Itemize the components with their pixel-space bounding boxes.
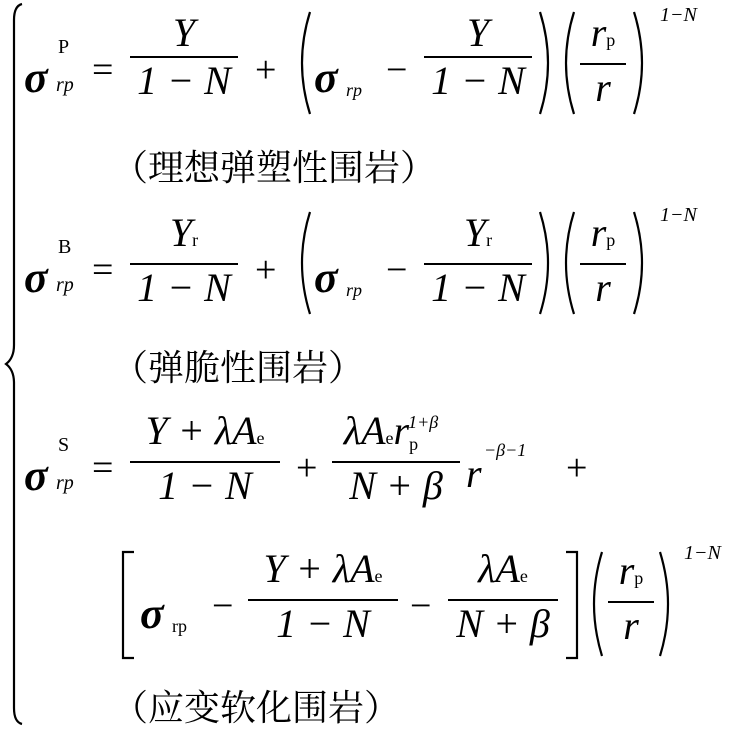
superscript: S (58, 434, 70, 456)
numerator-sub: r (486, 230, 493, 250)
sigma-symbol: σ (24, 53, 48, 102)
minus-sign: − (386, 249, 408, 291)
right-paren (630, 8, 652, 118)
subscript: rp (56, 74, 74, 96)
sigma-rp: σ (314, 53, 338, 102)
ratio-fraction (608, 548, 654, 649)
p-subscript: p (606, 230, 616, 250)
sigma-rp-sub: rp (172, 616, 187, 636)
right-paren (536, 208, 558, 318)
fraction-4 (448, 546, 558, 647)
denominator: N + β (456, 601, 550, 646)
plus-sign: + (296, 447, 318, 489)
numerator: λA (478, 546, 520, 591)
ratio-fraction (580, 210, 626, 311)
r-symbol: r (618, 548, 635, 593)
r-symbol: r (590, 10, 607, 55)
left-paren (556, 208, 578, 318)
left-paren (584, 548, 606, 660)
ratio-denominator: r (623, 603, 639, 648)
equals-sign: = (92, 49, 114, 91)
subscript: rp (56, 274, 74, 296)
right-paren (630, 208, 652, 318)
plus-sign-end: + (566, 447, 588, 489)
right-paren (536, 8, 558, 118)
minus-sign: − (386, 49, 408, 91)
numerator: Y (466, 10, 490, 55)
numerator-sub: e (256, 428, 265, 448)
fraction-1 (130, 408, 280, 509)
r-term: r (466, 451, 482, 496)
p-subscript: p (606, 30, 616, 50)
e-subscript: e (385, 428, 394, 448)
denominator: 1 − N (431, 265, 525, 310)
fraction-3 (248, 546, 398, 647)
denominator: 1 − N (137, 265, 231, 310)
fraction-2 (424, 210, 532, 311)
equals-sign: = (92, 447, 114, 489)
numerator: Y + λA (263, 546, 375, 591)
minus-sign: − (212, 585, 234, 627)
exponent: 1−N (660, 4, 697, 26)
superscript: B (58, 236, 72, 258)
ratio-denominator: r (595, 65, 611, 110)
equals-sign: = (92, 249, 114, 291)
numerator-sub: r (192, 230, 199, 250)
r-term-exponent: −β−1 (484, 440, 527, 460)
sigma-symbol: σ (24, 451, 48, 500)
numerator-sub: e (519, 566, 528, 586)
right-bracket (562, 548, 582, 662)
sigma-rp-sub: rp (346, 80, 363, 100)
ratio-numerator (591, 10, 616, 63)
denominator: 1 − N (158, 463, 252, 508)
fraction-1 (130, 10, 238, 104)
fraction-2 (424, 10, 532, 104)
denominator: 1 − N (276, 601, 370, 646)
left-paren (556, 8, 578, 118)
ratio-fraction (580, 10, 626, 111)
denominator: 1 − N (431, 58, 525, 103)
lambda-a: λA (343, 408, 386, 453)
numerator: Y + λA (145, 408, 257, 453)
sigma-rp-sub: rp (346, 280, 363, 300)
caption-ideal-elastoplastic: （理想弹塑性围岩） (112, 148, 437, 189)
plus-sign: + (255, 249, 277, 291)
right-paren (656, 548, 678, 660)
caption-strain-softening: （应变软化围岩） (112, 688, 401, 729)
numerator: Y (172, 10, 196, 55)
fraction-1 (130, 210, 238, 311)
p-subscript: p (409, 434, 419, 454)
ratio-denominator: r (595, 265, 611, 310)
fraction-2 (332, 408, 460, 509)
sigma-rp: σ (314, 253, 338, 302)
numerator: Y (463, 210, 487, 255)
minus-sign-2: − (410, 585, 432, 627)
sigma-rp: σ (140, 589, 164, 638)
numerator-sub: e (374, 566, 383, 586)
subscript: rp (56, 472, 74, 494)
exponent: 1−N (660, 204, 697, 226)
denominator: N + β (349, 463, 443, 508)
r-symbol: r (393, 408, 410, 453)
r-symbol: r (590, 210, 607, 255)
superscript: P (58, 36, 70, 58)
left-brace (0, 0, 26, 728)
left-paren (292, 8, 314, 118)
exponent: 1−N (684, 542, 721, 564)
p-subscript: p (634, 568, 644, 588)
plus-sign: + (255, 49, 277, 91)
sigma-symbol: σ (24, 253, 48, 302)
caption-elastic-brittle: （弹脆性围岩） (112, 348, 365, 389)
numerator: Y (169, 210, 193, 255)
left-bracket (118, 548, 138, 662)
denominator: 1 − N (137, 58, 231, 103)
left-paren (292, 208, 314, 318)
beta-superscript: 1+β (408, 412, 439, 432)
